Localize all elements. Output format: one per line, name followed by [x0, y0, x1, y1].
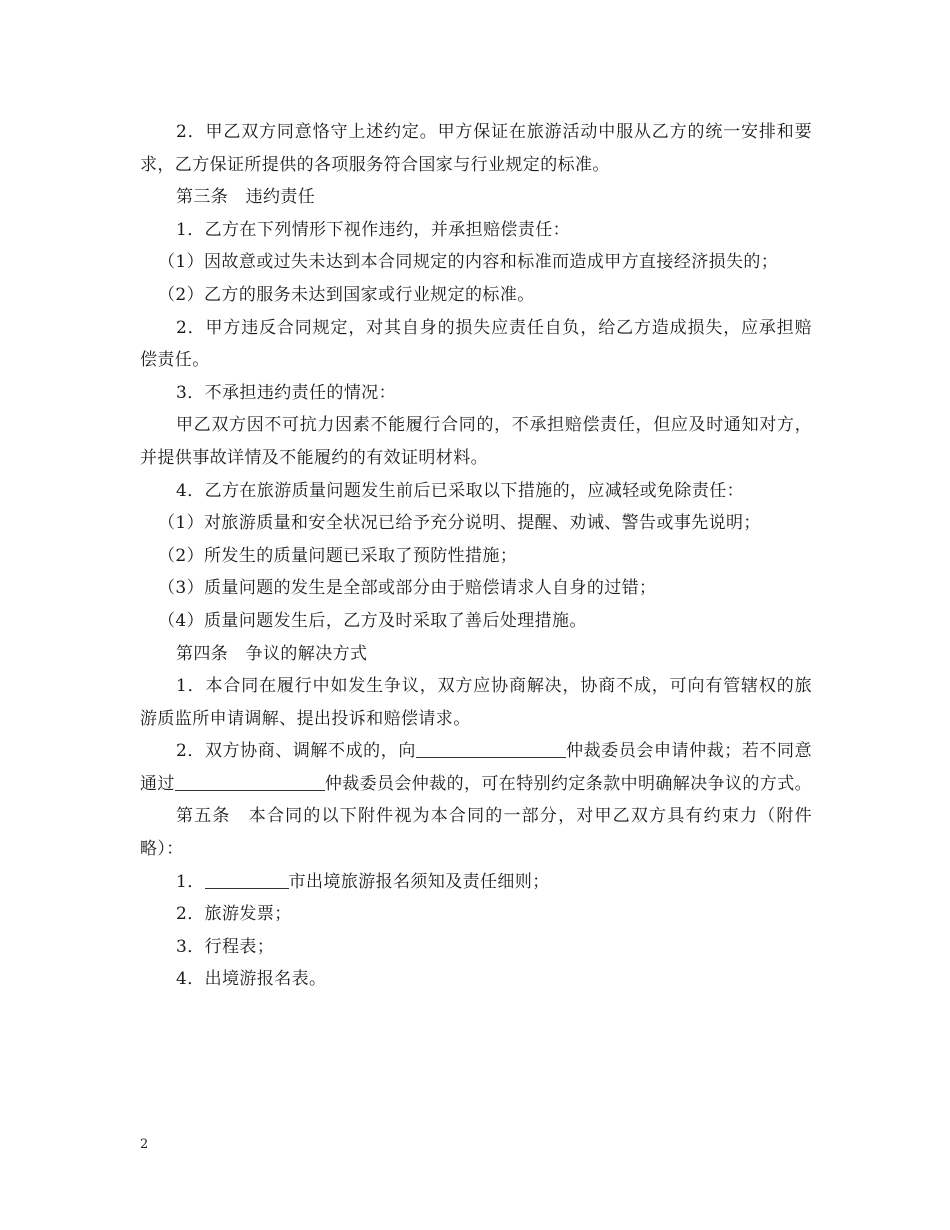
article-4-item-2: [140, 735, 812, 800]
article-3-item-1-sub-1: （1）因故意或过失未达到本合同规定的内容和标准而造成甲方直接经济损失的；: [158, 252, 779, 273]
article-4-item-1: 1．本合同在履行中如发生争议，双方应协商解决，协商不成，可向有管辖权的旅游质监所申请调解、提出投诉和赔偿请求。: [140, 676, 812, 729]
article-3-item-4-sub-1: （1）对旅游质量和安全状况已给予充分说明、提醒、劝诫、警告或事先说明；: [158, 513, 761, 534]
attachment-1-suffix: 市出境旅游报名须知及责任细则；: [288, 871, 550, 892]
attachment-item-3: 3．行程表；: [176, 936, 275, 957]
arbitration-text-part3: 仲裁委员会仲裁的，可在特别约定条款中明确解决争议的方式。: [324, 773, 813, 794]
article-3-item-4-sub-4: （4）质量问题发生后，乙方及时采取了善后处理措施。: [158, 610, 587, 631]
article-3-item-4-sub-3: （3）质量问题的发生是全部或部分由于赔偿请求人自身的过错；: [158, 578, 657, 599]
arbitration-blank-1[interactable]: [416, 739, 566, 758]
attachment-1-prefix: 1．: [176, 871, 205, 892]
article-3-heading: 第三条 违约责任: [176, 187, 316, 208]
article-4-heading: 第四条 争议的解决方式: [176, 643, 368, 664]
arbitration-text-part2: 仲裁委员会申请仲裁；若不同意通过: [140, 741, 812, 794]
arbitration-blank-2[interactable]: [175, 772, 325, 791]
attachment-item-2: 2．旅游发票；: [176, 904, 292, 925]
article-3-item-2: 2．甲方违反合同规定，对其自身的损失应责任自负，给乙方造成损失，应承担赔偿责任。: [140, 317, 812, 371]
article-3-item-3: 3．不承担违约责任的情况：: [176, 382, 397, 403]
attachment-item-4: 4．出境游报名表。: [176, 969, 327, 990]
article-3-item-4-sub-2: （2）所发生的质量问题已采取了预防性措施；: [158, 545, 518, 566]
document-body: [140, 116, 812, 996]
force-majeure-paragraph: 甲乙双方因不可抗力因素不能履行合同的，不承担赔偿责任，但应及时通知对方，并提供事故详情及不能履约的有效证明材料。: [140, 415, 812, 468]
page-number: 2: [140, 1137, 149, 1152]
arbitration-text-part1: 2．双方协商、调解不成的，向: [176, 741, 416, 762]
article-3-item-1-sub-2: （2）乙方的服务未达到国家或行业规定的标准。: [158, 284, 535, 305]
article-3-item-1: 1．乙方在下列情形下视作违约，并承担赔偿责任：: [176, 219, 571, 240]
clause-2-compliance: 2．甲乙双方同意恪守上述约定。甲方保证在旅游活动中服从乙方的统一安排和要求，乙方保证所提供的各项服务符合国家与行业规定的标准。: [140, 122, 812, 175]
article-5-heading: 第五条 本合同的以下附件视为本合同的一部分，对甲乙双方具有约束力（附件略）：: [140, 806, 812, 860]
attachment-item-1: [140, 866, 812, 899]
city-blank[interactable]: [205, 870, 289, 889]
article-3-item-4: 4．乙方在旅游质量问题发生前后已采取以下措施的，应减轻或免除责任：: [176, 480, 745, 501]
